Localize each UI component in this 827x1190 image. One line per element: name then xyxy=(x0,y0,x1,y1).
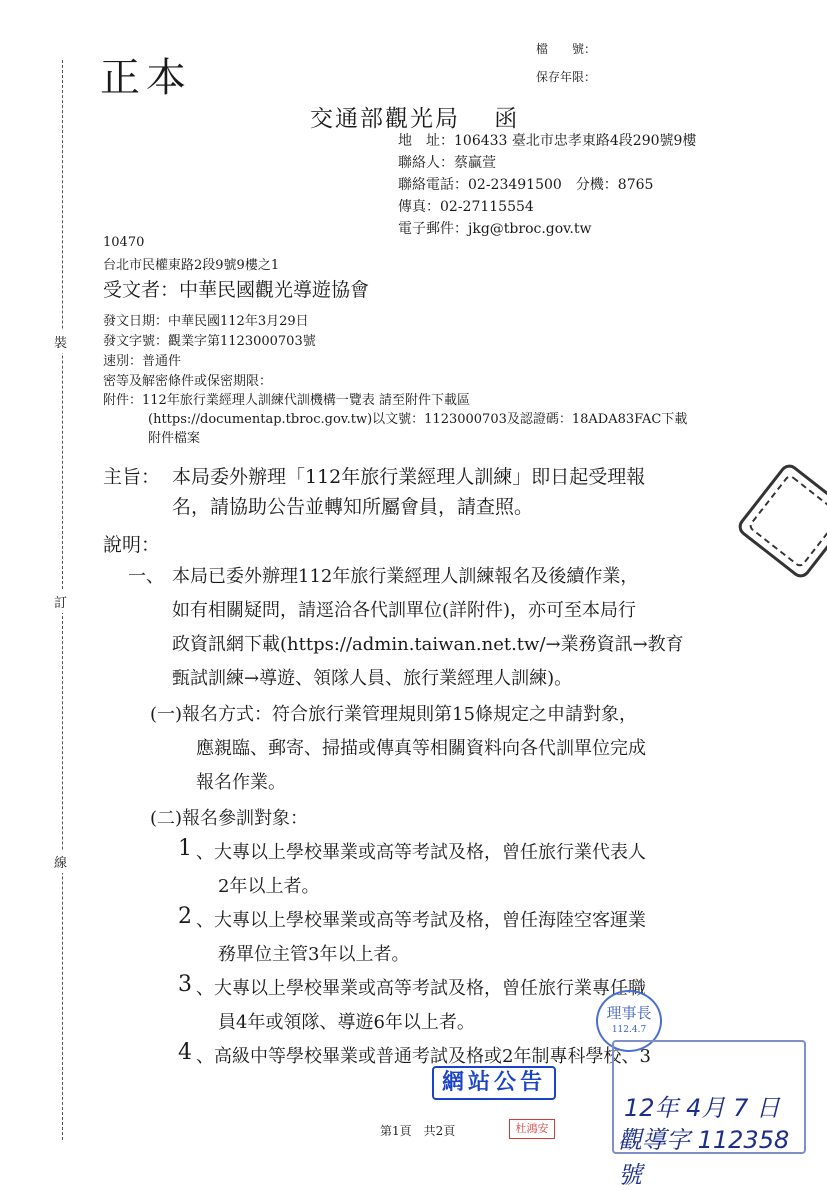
attachment-line-1: 附件：112年旅行業經理人訓練代訓機構一覽表 請至附件下載區 xyxy=(103,393,470,408)
criterion-3-line-1: 、大專以上學校畢業或高等考試及格，曾任旅行業專任職 xyxy=(196,978,646,999)
sub-1-line-2: 應親臨、郵寄、掃描或傳真等相關資料向各代訓單位完成 xyxy=(196,738,646,759)
attachment-line-2: (https://documentap.tbroc.gov.tw)以文號：1123000703及認證碼：18ADA83FAC下載 xyxy=(148,412,688,427)
binding-mark-ding: 訂 xyxy=(54,590,67,613)
contact-address: 地 址：106433 臺北市忠孝東路4段290號9樓 xyxy=(398,133,697,149)
page-footer: 第1頁 共2頁 xyxy=(380,1124,456,1138)
file-number-label: 檔 號： xyxy=(536,42,597,56)
attachment-line-3: 附件檔案 xyxy=(148,431,201,446)
item-1-line-1: 本局已委外辦理112年旅行業經理人訓練報名及後續作業， xyxy=(172,566,639,587)
binding-mark-xian: 線 xyxy=(54,850,67,873)
sub-1-line-3: 報名作業。 xyxy=(196,772,286,793)
subject-line-2: 名，請協助公告並轉知所屬會員，請查照。 xyxy=(172,496,534,518)
contact-email: 電子郵件：jkg@tbroc.gov.tw xyxy=(398,221,592,237)
agency-title: 交通部觀光局 函 xyxy=(310,106,520,132)
contact-phone: 聯絡電話：02-23491500 分機：8765 xyxy=(398,177,654,193)
subject-label: 主旨： xyxy=(103,466,161,488)
document-number: 發文字號：觀業字第1123000703號 xyxy=(103,334,316,349)
signature-stamp: 杜鴻安 xyxy=(509,1119,555,1139)
retention-label: 保存年限： xyxy=(536,70,597,84)
criterion-2-line-1: 、大專以上學校畢業或高等考試及格，曾任海陸空客運業 xyxy=(196,910,646,931)
subject-line-1: 本局委外辦理「112年旅行業經理人訓練」即日起受理報 xyxy=(172,466,646,488)
recipient-address: 台北市民權東路2段9號9樓之1 xyxy=(103,258,280,273)
criterion-2-number: 2 xyxy=(178,904,192,929)
item-1-number: 一、 xyxy=(128,566,164,587)
delivery-speed: 速別：普通件 xyxy=(103,354,182,369)
received-stamp xyxy=(612,1040,806,1189)
criterion-1-line-2: 2年以上者。 xyxy=(218,876,320,897)
item-1-line-2: 如有相關疑問，請逕洽各代訓單位(詳附件)，亦可至本局行 xyxy=(172,600,637,621)
contact-person: 聯絡人：蔡贏萱 xyxy=(398,155,496,171)
website-announcement-stamp: 網站公告 xyxy=(432,1066,556,1100)
issue-date: 發文日期：中華民國112年3月29日 xyxy=(103,314,309,329)
recipient-postcode: 10470 xyxy=(103,235,145,250)
sub-1-line-1: (一)報名方式：符合旅行業管理規則第15條規定之申請對象， xyxy=(150,704,637,725)
criterion-2-line-2: 務單位主管3年以上者。 xyxy=(218,944,410,965)
binding-mark-zhuang: 裝 xyxy=(54,330,67,353)
recipient: 受文者：中華民國觀光導遊協會 xyxy=(103,279,370,301)
chairman-stamp-title: 理事長 xyxy=(606,1004,652,1022)
criterion-4-line-1: 、高級中等學校畢業或普通考試及格或2年制專科學校、3 xyxy=(196,1046,651,1067)
received-number: 觀導字 112358 號 xyxy=(618,1126,790,1189)
criterion-1-number: 1 xyxy=(178,836,192,861)
received-date: 12年 4月 7 日 xyxy=(624,1094,780,1122)
contact-fax: 傳真：02-27115554 xyxy=(398,199,534,215)
original-copy-mark: 正本 xyxy=(100,55,192,101)
chairman-stamp-date: 112.4.7 xyxy=(611,1025,647,1035)
agency-seal-stamp xyxy=(735,461,827,582)
criterion-1-line-1: 、大專以上學校畢業或高等考試及格，曾任旅行業代表人 xyxy=(196,842,646,863)
explanation-label: 說明： xyxy=(103,534,161,556)
sub-2-line-1: (二)報名參訓對象： xyxy=(150,808,309,829)
item-1-line-3: 政資訊網下載(https://admin.taiwan.net.tw/→業務資訊→教育 xyxy=(172,634,684,655)
criterion-3-line-2: 員4年或領隊、導遊6年以上者。 xyxy=(218,1012,475,1033)
criterion-3-number: 3 xyxy=(178,972,192,997)
item-1-line-4: 甄試訓練→導遊、領隊人員、旅行業經理人訓練)。 xyxy=(172,668,573,689)
criterion-4-number: 4 xyxy=(178,1040,192,1065)
secrecy-level: 密等及解密條件或保密期限： xyxy=(103,374,273,389)
